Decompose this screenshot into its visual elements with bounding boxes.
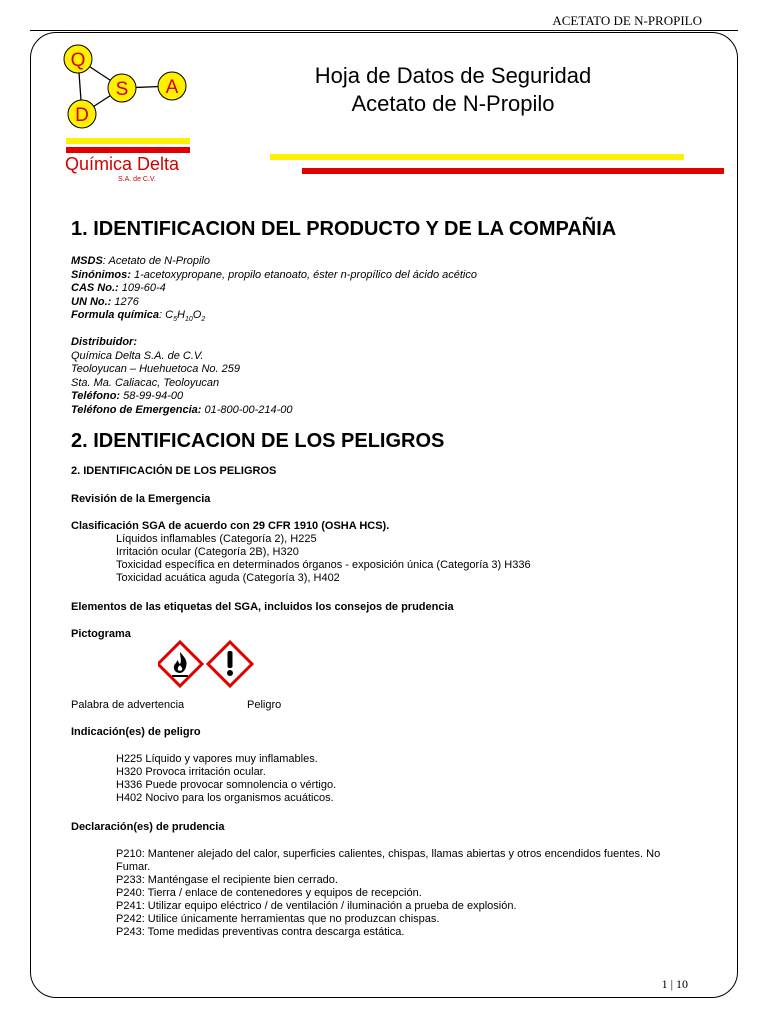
document-title-line1: Hoja de Datos de Seguridad [314,63,592,88]
hazard-statement: H320 Provoca irritación ocular. [116,766,266,778]
precaution-statement: P243: Tome medidas preventivas contra descarga estática. [116,926,405,938]
logo-letter-a: A [165,77,179,98]
cas-value: 109-60-4 [118,282,166,294]
formula-sub-o: 2 [201,316,206,324]
emergency-review: Revisión de la Emergencia [71,493,211,505]
classification-item: Irritación ocular (Categoría 2B), H320 [116,546,299,558]
cas-label: CAS No.: [71,282,119,294]
logo-red-bar [66,147,190,153]
formula-o: O [192,309,202,321]
formula-h: H [177,309,185,321]
precaution-statement: P242: Utilice únicamente herramientas que no produzcan chispas. [116,913,440,925]
hazard-statement: H402 Nocivo para los organismos acuáticos. [116,792,334,804]
title-yellow-bar [270,154,684,160]
logo-letter-s: S [115,79,129,100]
logo-yellow-bar [66,138,190,144]
signal-word-value: Peligro [247,699,282,711]
precautionary-statements-title: Declaración(es) de prudencia [71,821,225,833]
classification-item: Toxicidad específica en determinados órganos - exposición única (Categoría 3) H336 [116,559,531,571]
title-red-bar [302,168,724,174]
section1-heading: 1. IDENTIFICACION DEL PRODUCTO Y DE LA COMPAÑIA [71,218,617,240]
phone-label: Teléfono: [71,390,121,402]
logo-graphic [58,38,208,138]
distributor-line3: Sta. Ma. Caliacac, Teoloyucan [71,376,220,389]
classification-list [116,533,531,585]
precautionary-statements-list [116,848,704,939]
logo-company-name: Química Delta [65,154,180,174]
signal-word-label: Palabra de advertencia [71,699,185,711]
ghs-classification-title: Clasificación SGA de acuerdo con 29 CFR 1910 (OSHA HCS). [71,520,390,532]
distributor-line1: Química Delta S.A. de C.V. [71,349,204,362]
precaution-statement: P240: Tierra / enlace de contenedores y equipos de recepción. [116,887,422,899]
formula-prefix: : C [159,309,174,321]
section2-heading: 2. IDENTIFICACION DE LOS PELIGROS [71,430,445,452]
phone-value: 58-99-94-00 [120,390,184,402]
page-number: 1 | 10 [661,977,688,991]
msds-label: MSDS [71,255,103,267]
section2-subheading: 2. IDENTIFICACIÓN DE LOS PELIGROS [71,465,277,477]
ghs-pictograms [158,640,254,688]
document-title-line2: Acetato de N-Propilo [351,91,555,116]
un-value: 1276 [111,295,139,308]
hazard-statements-list [116,753,336,805]
document-title [268,62,638,118]
distributor-info [71,336,293,417]
hazard-statement: H336 Puede provocar somnolencia o vértigo. [116,779,337,791]
logo-company-suffix: S.A. de C.V. [118,176,156,183]
precaution-p210-line1: P210: Mantener alejado del calor, superficies calientes, chispas, llamas abiertas y otros encendidos fuentes. No [116,848,661,860]
running-header: ACETATO DE N-PROPILO [552,13,702,28]
precaution-statement: P233: Manténgase el recipiente bien cerrado. [116,874,338,886]
hazard-statement: H225 Líquido y vapores muy inflamables. [116,753,318,765]
exclamation-icon [208,642,252,686]
msds-value: : Acetato de N-Propilo [102,255,210,267]
label-elements-title: Elementos de las etiquetas del SGA, incluidos los consejos de prudencia [71,601,454,613]
distributor-label: Distribuidor: [71,336,137,348]
emergency-phone-label: Teléfono de Emergencia: [71,403,202,416]
formula-sub-c: 5 [173,316,177,324]
classification-item: Toxicidad acuática aguda (Categoría 3), H402 [116,572,340,584]
product-identification [71,255,477,327]
formula-label: Formula química [71,309,160,321]
header-rule [30,30,738,31]
pictogram-label: Pictograma [71,628,131,640]
synonyms-label: Sinónimos: [71,268,131,281]
classification-item: Líquidos inflamables (Categoría 2), H225 [116,533,317,545]
precaution-statement: P241: Utilizar equipo eléctrico / de ventilación / iluminación a prueba de explosión. [116,900,517,912]
flame-icon [158,642,202,686]
hazard-statements-title: Indicación(es) de peligro [71,726,201,738]
precaution-p210-line2: Fumar. [116,861,151,873]
company-logo [58,38,208,188]
emergency-phone-value: 01-800-00-214-00 [201,403,293,416]
synonyms-value: 1-acetoxypropane, propilo etanoato, éster n-propílico del ácido acético [130,268,477,281]
logo-letter-d: D [75,105,89,126]
un-label: UN No.: [71,295,112,308]
logo-letter-q: Q [70,50,86,71]
formula-sub-h: 10 [184,316,193,324]
distributor-line2: Teoloyucan – Huehuetoca No. 259 [71,363,240,375]
